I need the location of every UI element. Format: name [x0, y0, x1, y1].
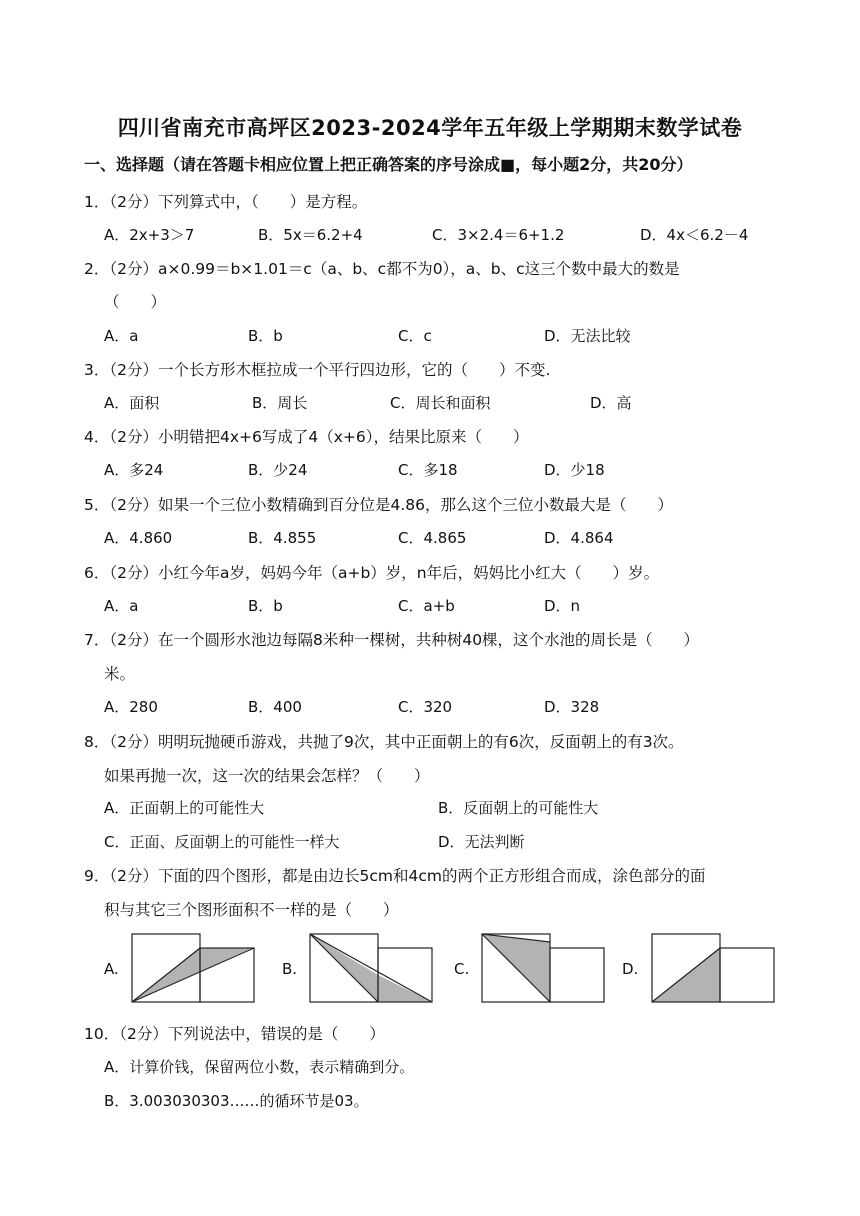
q2-option-a[interactable]: A．a: [104, 327, 139, 345]
q2-option-d[interactable]: D．无法比较: [544, 327, 631, 345]
q1-option-a[interactable]: A．2x+3＞7: [104, 226, 195, 244]
q9-figure-a[interactable]: [132, 934, 256, 1004]
q10-option-a[interactable]: A．计算价钱，保留两位小数，表示精确到分。: [104, 1058, 415, 1076]
q8-option-c[interactable]: C．正面、反面朝上的可能性一样大: [104, 833, 340, 851]
q4-option-d[interactable]: D．少18: [544, 461, 605, 479]
q2-option-c[interactable]: C．c: [398, 327, 432, 345]
q8-option-d[interactable]: D．无法判断: [438, 833, 525, 851]
q7-option-c[interactable]: C．320: [398, 698, 453, 716]
q5-option-d[interactable]: D．4.864: [544, 529, 614, 547]
q2-option-b[interactable]: B．b: [248, 327, 283, 345]
q7-option-a[interactable]: A．280: [104, 698, 158, 716]
diagonal-line: [310, 934, 378, 1002]
q9-figure-b[interactable]: [310, 934, 434, 1004]
question-7-cont: 米。: [104, 665, 136, 683]
question-9-cont: 积与其它三个图形面积不一样的是（ ）: [104, 901, 399, 919]
question-5: 5．（2分）如果一个三位小数精确到百分位是4.86，那么这个三位小数最大是（ ）: [84, 496, 673, 514]
question-9: 9．（2分）下面的四个图形，都是由边长5cm和4cm的两个正方形组合而成，涂色部分的面: [84, 867, 706, 885]
q5-option-a[interactable]: A．4.860: [104, 529, 173, 547]
q3-option-b[interactable]: B．周长: [252, 394, 308, 412]
q9-option-b[interactable]: B.: [282, 960, 298, 978]
q9-option-d[interactable]: D.: [622, 960, 639, 978]
question-10: 10．（2分）下列说法中，错误的是（ ）: [84, 1025, 385, 1043]
question-4: 4．（2分）小明错把4x+6写成了4（x+6），结果比原来（ ）: [84, 428, 529, 446]
q10-option-b[interactable]: B．3.003030303……的循环节是03。: [104, 1092, 369, 1110]
q4-option-c[interactable]: C．多18: [398, 461, 458, 479]
q9-option-a[interactable]: A.: [104, 960, 119, 978]
question-8: 8．（2分）明明玩抛硬币游戏，共抛了9次，其中正面朝上的有6次，反面朝上的有3次。: [84, 733, 684, 751]
small-square: [720, 948, 774, 1002]
q5-option-b[interactable]: B．4.855: [248, 529, 317, 547]
q6-option-c[interactable]: C．a+b: [398, 597, 455, 615]
question-2-cont: （ ）: [104, 293, 167, 311]
q8-option-b[interactable]: B．反面朝上的可能性大: [438, 799, 599, 817]
q3-option-c[interactable]: C．周长和面积: [390, 394, 491, 412]
q6-option-d[interactable]: D．n: [544, 597, 581, 615]
q1-option-d[interactable]: D．4x＜6.2－4: [640, 226, 749, 244]
q6-option-b[interactable]: B．b: [248, 597, 283, 615]
q4-option-b[interactable]: B．少24: [248, 461, 308, 479]
section-heading: 一、选择题（请在答题卡相应位置上把正确答案的序号涂成■，每小题2分，共20分）: [84, 155, 693, 174]
q6-option-a[interactable]: A．a: [104, 597, 139, 615]
q1-option-c[interactable]: C．3×2.4＝6+1.2: [432, 226, 565, 244]
question-1: 1．（2分）下列算式中，（ ）是方程。: [84, 193, 368, 211]
question-6: 6．（2分）小红今年a岁，妈妈今年（a+b）岁，n年后，妈妈比小红大（ ）岁。: [84, 564, 660, 582]
question-3: 3．（2分）一个长方形木框拉成一个平行四边形，它的（ ）不变.: [84, 361, 551, 379]
q9-figure-d[interactable]: [652, 934, 776, 1004]
q3-option-a[interactable]: A．面积: [104, 394, 160, 412]
page-title: 四川省南充市高坪区2023-2024学年五年级上学期期末数学试卷: [117, 116, 743, 140]
question-7: 7．（2分）在一个圆形水池边每隔8米种一棵树，共种树40棵，这个水池的周长是（ ）: [84, 631, 700, 649]
question-8-cont: 如果再抛一次，这一次的结果会怎样？（ ）: [104, 767, 430, 785]
q4-option-a[interactable]: A．多24: [104, 461, 164, 479]
q7-option-b[interactable]: B．400: [248, 698, 302, 716]
q5-option-c[interactable]: C．4.865: [398, 529, 467, 547]
q8-option-a[interactable]: A．正面朝上的可能性大: [104, 799, 265, 817]
q9-option-c[interactable]: C.: [454, 960, 470, 978]
q1-option-b[interactable]: B．5x＝6.2+4: [258, 226, 363, 244]
question-2: 2．（2分）a×0.99＝b×1.01＝c（a、b、c都不为0），a、b、c这三个数中最大的数是: [84, 260, 680, 278]
q3-option-d[interactable]: D．高: [590, 394, 632, 412]
q7-option-d[interactable]: D．328: [544, 698, 600, 716]
q9-figure-c[interactable]: [482, 934, 606, 1004]
small-square: [550, 948, 604, 1002]
